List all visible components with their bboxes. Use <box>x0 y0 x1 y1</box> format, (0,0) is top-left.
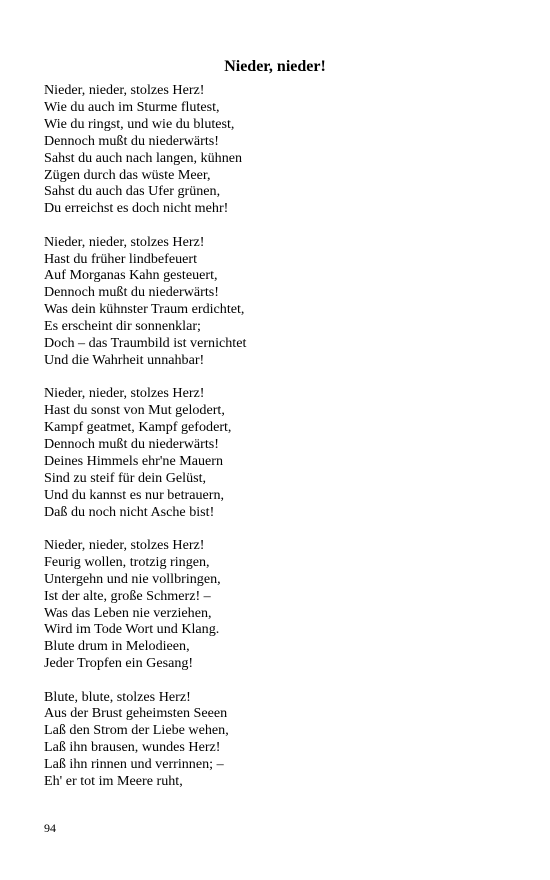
poem-line: Laß ihn rinnen und verrinnen; – <box>44 756 224 773</box>
stanza-4 <box>44 537 514 672</box>
poem-body <box>44 82 514 806</box>
poem-line: Laß ihn brausen, wundes Herz! <box>44 739 221 756</box>
stanza-1 <box>44 82 514 217</box>
poem-line: Was dein kühnster Traum erdichtet, <box>44 301 245 318</box>
poem-line: Und die Wahrheit unnahbar! <box>44 351 205 368</box>
stanza-2 <box>44 234 514 369</box>
poem-line: Untergehn und nie vollbringen, <box>44 570 221 587</box>
poem-line: Und du kannst es nur betrauern, <box>44 486 225 503</box>
poem-line: Deines Himmels ehr'ne Mauern <box>44 452 224 469</box>
poem-line: Jeder Tropfen ein Gesang! <box>44 655 194 672</box>
poem-line: Nieder, nieder, stolzes Herz! <box>44 82 205 98</box>
poem-line: Nieder, nieder, stolzes Herz! <box>44 233 205 250</box>
poem-line: Wird im Tode Wort und Klang. <box>44 621 220 638</box>
poem-line: Laß den Strom der Liebe wehen, <box>44 722 229 739</box>
stanza-5 <box>44 689 514 790</box>
poem-line: Dennoch mußt du niederwärts! <box>44 436 219 452</box>
stanza-3 <box>44 385 514 520</box>
poem-line: Auf Morganas Kahn gesteuert, <box>44 267 218 284</box>
poem-line: Dennoch mußt du niederwärts! <box>44 132 219 149</box>
poem-line: Nieder, nieder, stolzes Herz! <box>44 385 205 402</box>
poem-line: Doch – das Traumbild ist vernichtet <box>44 335 247 352</box>
poem-line: Was das Leben nie verziehen, <box>44 604 212 621</box>
poem-line: Sahst du auch nach langen, kühnen <box>44 149 243 166</box>
poem-line: Hast du früher lindbefeuert <box>44 250 198 267</box>
poem-line: Kampf geatmet, Kampf gefodert, <box>44 419 232 436</box>
page-number: 94 <box>44 821 56 835</box>
poem-line: Sind zu steif für dein Gelüst, <box>44 469 207 486</box>
poem-line: Eh' er tot im Meere ruht, <box>44 773 183 790</box>
poem-line: Zügen durch das wüste Meer, <box>44 166 211 183</box>
poem-line: Daß du noch nicht Asche bist! <box>44 503 215 520</box>
poem-line: Ist der alte, große Schmerz! – <box>44 587 211 604</box>
poem-line: Dennoch mußt du niederwärts! <box>44 284 219 301</box>
poem-line: Du erreichst es doch nicht mehr! <box>44 200 229 217</box>
poem-line: Hast du sonst von Mut gelodert, <box>44 402 225 419</box>
poem-line: Es erscheint dir sonnenklar; <box>44 318 201 335</box>
poem-line: Blute, blute, stolzes Herz! <box>44 688 191 705</box>
poem-line: Aus der Brust geheimsten Seeen <box>44 705 228 722</box>
poem-line: Wie du ringst, und wie du blutest, <box>44 115 235 132</box>
poem-line: Blute drum in Melodieen, <box>44 638 190 655</box>
poem-line: Wie du auch im Sturme flutest, <box>44 98 220 115</box>
poem-title: Nieder, nieder! <box>224 58 326 75</box>
poem-line: Nieder, nieder, stolzes Herz! <box>44 536 205 553</box>
poem-line: Sahst du auch das Ufer grünen, <box>44 183 221 200</box>
poem-line: Feurig wollen, trotzig ringen, <box>44 553 210 570</box>
